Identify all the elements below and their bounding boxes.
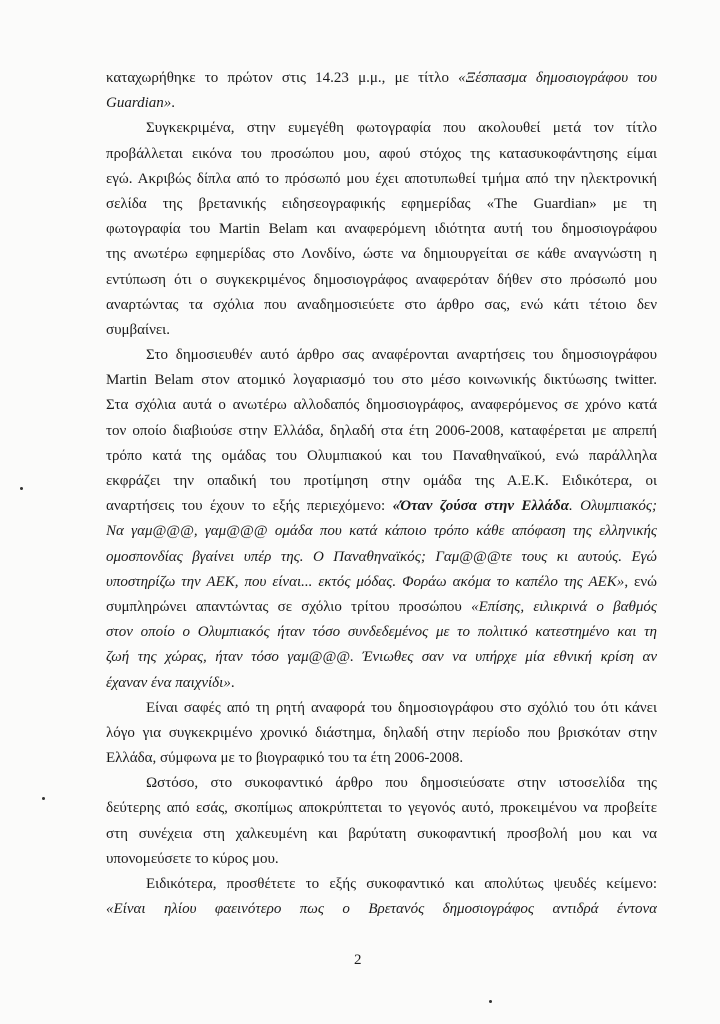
text-line <box>106 519 657 544</box>
text-line <box>106 822 657 847</box>
text-run: Στα σχόλια αυτά ο ανωτέρω αλλοδαπός δημοσιογράφος, αναφερόμενος σε χρόνο κατά <box>106 397 657 414</box>
text-run: δεύτερης από εσάς, σκοπίμως αποκρύπτεται το γεγονός αυτό, προκειμένου να προβείτε <box>106 800 657 817</box>
text-run: υπονομεύσετε το κύρος μου. <box>106 850 279 867</box>
italic-quote-run: στον οποίο ο Ολυμπιακός ήταν τόσο συνδεδεμένος με το πολιτικό κατεστημένο και τη <box>106 624 657 641</box>
text-run: Martin Belam στον ατομικό λογαριασμό του στο μέσο κοινωνικής δικτύωσης twitter. <box>106 372 657 389</box>
text-line <box>106 217 657 242</box>
text-run: συμβαίνει. <box>106 321 170 338</box>
text-line <box>106 872 657 897</box>
text-run: . <box>171 95 176 112</box>
text-run: σελίδα της βρετανικής ειδησεογραφικής εφημερίδας «The Guardian» με τη <box>106 195 657 212</box>
text-line <box>106 268 657 293</box>
text-line <box>106 393 657 418</box>
text-line <box>106 419 657 444</box>
text-line <box>106 897 657 922</box>
italic-quote-run: «Είναι ηλίου φαεινότερο πως ο Βρετανός δημοσιογράφος αντιδρά έντονα <box>106 901 657 918</box>
text-run: τον οποίο διαβιούσε στην Ελλάδα, δηλαδή στα έτη 2006-2008, καταφέρεται με απρεπή <box>106 422 657 439</box>
text-run: προβάλλεται εικόνα του προσώπου μου, αφού στόχος της κατασυκοφάντησης είμαι <box>106 145 657 162</box>
text-line <box>106 570 657 595</box>
text-line <box>106 494 657 519</box>
scan-speck <box>20 487 23 490</box>
text-line <box>106 645 657 670</box>
page-number: 2 <box>354 952 362 968</box>
text-line <box>106 91 657 116</box>
text-line <box>106 671 657 696</box>
text-line <box>106 469 657 494</box>
text-run: Ειδικότερα, προσθέτετε το εξής συκοφαντικό και απολύτως ψευδές κείμενο: <box>146 876 657 892</box>
text-run: αναρτώντας τα σχόλια που αναδημοσιεύετε στο άρθρο σας, ενώ κάτι τέτοιο δεν <box>106 296 657 313</box>
text-run: συμπληρώνει απαντώντας σε σχόλιο τρίτου προσώπου <box>106 598 472 615</box>
text-run: , ενώ <box>624 573 657 590</box>
text-line <box>106 318 657 343</box>
text-line <box>106 721 657 746</box>
text-run: φωτογραφία του Martin Belam και αναφερόμενη ιδιότητα αυτή του δημοσιογράφου <box>106 221 657 238</box>
text-line <box>106 167 657 192</box>
italic-quote-run: Guardian» <box>106 95 172 112</box>
text-run: Στο δημοσιευθέν αυτό άρθρο σας αναφέρονται αναρτήσεις του δημοσιογράφου <box>146 347 657 364</box>
italic-quote-run: Να γαμ@@@, γαμ@@@ ομάδα που κατά κάποιο τρόπο κάθε απόφαση της ελληνικής <box>106 523 657 540</box>
text-run: καταχωρήθηκε το πρώτον στις 14.23 μ.μ., με τίτλο <box>106 70 459 86</box>
bold-italic-quote-run: «Όταν ζούσα στην Ελλάδα <box>392 498 570 515</box>
scan-speck <box>42 797 45 800</box>
text-line <box>106 368 657 393</box>
text-run: της ανωτέρω εφημερίδας στο Λονδίνο, ώστε να δημιουργείται σε κάθε αναγνώστη η <box>106 246 657 263</box>
text-line <box>106 293 657 318</box>
text-line <box>106 545 657 570</box>
italic-quote-run: . Ολυμπιακός; <box>569 498 657 515</box>
italic-quote-run: «Ξέσπασμα δημοσιογράφου του <box>458 70 657 86</box>
text-line <box>106 620 657 645</box>
text-run: τρόπο κατά της ομάδας του Ολυμπιακού και του Παναθηναϊκού, ενώ παράλληλα <box>106 447 657 464</box>
italic-quote-run: ομοσπονδίας βγαίνει υπέρ της. Ο Παναθηναϊκός; Γαμ@@@τε τους κι αυτούς. Εγώ <box>106 548 657 565</box>
italic-quote-run: ζωή της χώρας, ήταν τόσο γαμ@@@. Ένιωθες σαν να υπήρχε μία εθνική κρίση αν <box>106 649 657 666</box>
text-line <box>106 66 657 91</box>
text-run: εντύπωση ότι ο συγκεκριμένος δημοσιογράφος αναφερόταν δήθεν στο πρόσωπό μου <box>106 271 657 288</box>
text-line <box>106 847 657 872</box>
italic-quote-run: υποστηρίζω την ΑΕΚ, που είναι... εκτός μόδας. Φοράω ακόμα το καπέλο της ΑΕΚ» <box>106 573 625 590</box>
text-line <box>106 116 657 141</box>
italic-quote-run: «Επίσης, ειλικρινά ο βαθμός <box>471 598 657 615</box>
text-line <box>106 192 657 217</box>
text-line <box>106 746 657 771</box>
text-run: Ωστόσο, στο συκοφαντικό άρθρο που δημοσιεύσατε στην ιστοσελίδα της <box>146 775 657 792</box>
document-body <box>106 66 657 922</box>
text-run: εκφράζει την οπαδική του προτίμηση στην ομάδα της Α.Ε.Κ. Ειδικότερα, οι <box>106 473 657 489</box>
text-run: στη συνέχεια στη χαλκευμένη και βαρύτατη συκοφαντική προσβολή μου και να <box>106 825 657 842</box>
text-run: Ελλάδα, σύμφωνα με το βιογραφικό του τα έτη 2006-2008. <box>106 750 464 767</box>
scan-speck <box>489 1000 492 1003</box>
text-run: εγώ. Ακριβώς δίπλα από το πρόσωπό μου έχει αποτυπωθεί τμήμα από την ηλεκτρονική <box>106 170 657 187</box>
text-line <box>106 444 657 469</box>
text-run: Είναι σαφές από τη ρητή αναφορά του δημοσιογράφου στο σχόλιό του ότι κάνει <box>146 699 657 716</box>
text-line <box>106 595 657 620</box>
text-line <box>106 242 657 267</box>
text-line <box>106 771 657 796</box>
text-run: . <box>230 674 235 691</box>
text-line <box>106 343 657 368</box>
text-run: Συγκεκριμένα, στην ευμεγέθη φωτογραφία που ακολουθεί μετά τον τίτλο <box>146 120 657 137</box>
text-line <box>106 696 657 721</box>
text-line <box>106 796 657 821</box>
italic-quote-run: έχαναν ένα παιχνίδι» <box>106 674 231 691</box>
text-run: λόγο για συγκεκριμένο χρονικό διάστημα, δηλαδή στην περίοδο που βρισκόταν στην <box>106 724 657 741</box>
text-run: αναρτήσεις του έχουν το εξής περιεχόμενο: <box>106 498 393 515</box>
text-line <box>106 142 657 167</box>
